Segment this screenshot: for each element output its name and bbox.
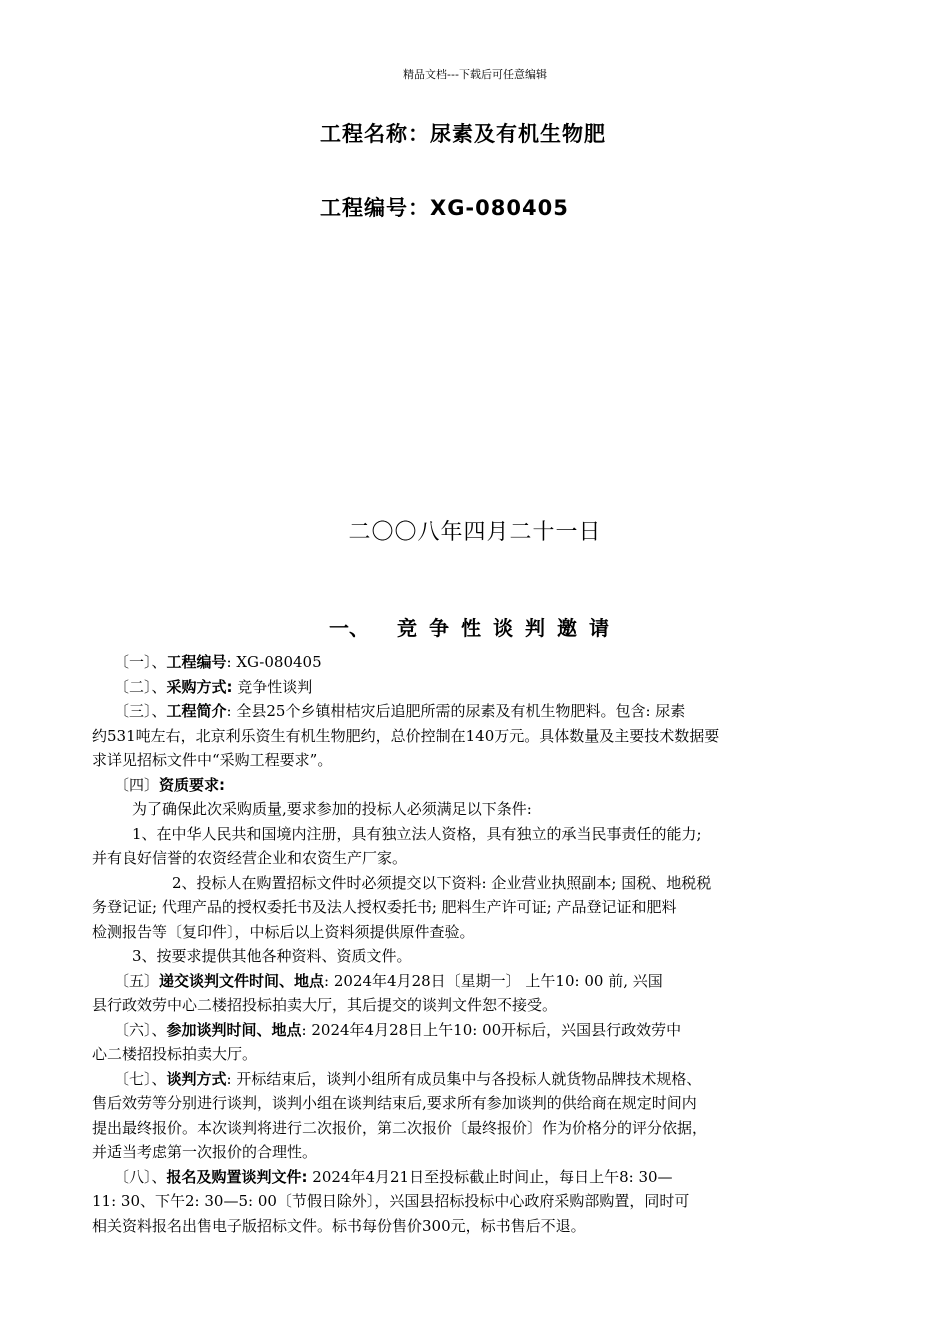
page-header-watermark: 精品文档---下载后可任意编辑 (403, 68, 547, 81)
project-name-line (320, 118, 606, 148)
item-label: 工程编号 (166, 653, 227, 671)
item-text: 2024年4月21日至投标截止时间止，每日上午8: 30— (307, 1167, 673, 1186)
condition-1: 1、在中华人民共和国境内注册，具有独立法人资格，具有独立的承当民事责任的能力; (132, 824, 702, 843)
item-label: 工程简介 (166, 702, 227, 720)
item-submission (92, 969, 872, 994)
item-prefix: 〔七〕、 (114, 1069, 167, 1088)
item-text-line: 并适当考虑第一次报价的合理性。 (92, 1143, 318, 1161)
item-prefix: 〔二〕、 (114, 677, 167, 696)
item-text-line: 售后效劳等分别进行谈判，谈判小组在谈判结束后,要求所有参加谈判的供给商在规定时间内 (92, 1094, 697, 1112)
item-label: 资质要求: (159, 775, 226, 794)
project-code-label: 工程编号： (320, 196, 430, 220)
condition-1-cont: 并有良好信誉的农资经营企业和农资生产厂家。 (92, 849, 408, 867)
item-project-code (92, 650, 872, 675)
item-text-line: 为了确保此次采购质量,要求参加的投标人必须满足以下条件: (132, 800, 532, 818)
item-text-line: 心二楼招投标拍卖大厅。 (92, 1045, 258, 1063)
item-text-line: 11: 30、下午2: 30—5: 00〔节假日除外〕，兴国县招标投标中心政府采购部购置，同时可 (92, 1192, 690, 1210)
item-text: 竞争性谈判 (232, 677, 313, 696)
item-label: 报名及购置谈判文件: (166, 1167, 308, 1186)
project-name-value: 尿素及有机生物肥 (430, 122, 606, 146)
item-label: 参加谈判时间、地点 (166, 1020, 302, 1039)
condition-3: 3、按要求提供其他各种资料、资质文件。 (132, 947, 412, 965)
item-prefix: 〔八〕、 (114, 1167, 167, 1186)
item-text: : 2024年4月28日上午10: 00开标后，兴国县行政效劳中 (301, 1020, 682, 1039)
item-negotiation-time (92, 1018, 872, 1043)
item-text: : 全县25个乡镇柑桔灾后追肥所需的尿素及有机生物肥料。包含: 尿素 (226, 702, 686, 720)
item-text-line: 相关资料报名出售电子版招标文件。标书每份售价300元，标书售后不退。 (92, 1216, 586, 1235)
document-body (92, 650, 872, 1238)
item-qualification (92, 773, 872, 798)
item-label: 采购方式: (166, 677, 233, 696)
item-label: 递交谈判文件时间、地点 (159, 971, 325, 990)
condition-2-cont: 务登记证; 代理产品的授权委托书及法人授权委托书; 肥料生产许可证; 产品登记证和肥料 (92, 898, 677, 916)
item-prefix: 〔五〕 (114, 971, 160, 990)
item-text-line: 约531吨左右，北京利乐资生有机生物肥约，总价控制在140万元。具体数量及主要技术数据要 (92, 726, 720, 745)
document-date: 二〇〇八年四月二十一日 (348, 520, 602, 545)
project-name-label: 工程名称： (320, 122, 430, 146)
item-procurement-method (92, 675, 872, 700)
item-prefix: 〔六〕、 (114, 1020, 167, 1039)
item-project-brief (92, 699, 872, 724)
item-prefix: 〔四〕 (114, 775, 160, 794)
item-negotiation-method (92, 1067, 872, 1092)
item-text-line: 县行政效劳中心二楼招投标拍卖大厅，其后提交的谈判文件恕不接受。 (92, 996, 558, 1014)
condition-2: 2、投标人在购置招标文件时必须提交以下资料: 企业营业执照副本; 国税、地税税 (172, 873, 712, 892)
condition-2-cont: 检测报告等〔复印件〕，中标后以上资料须提供原件查验。 (92, 922, 475, 941)
item-text: : XG-080405 (226, 653, 322, 671)
section-title: 竞争性谈判邀请 (397, 616, 621, 640)
item-label: 谈判方式 (166, 1069, 227, 1088)
project-code-value: XG-080405 (430, 196, 569, 220)
item-prefix: 〔一〕、 (114, 653, 167, 671)
item-prefix: 〔三〕、 (114, 702, 167, 720)
item-text: : 2024年4月28日〔星期一〕 上午10: 00 前, 兴国 (324, 971, 663, 990)
item-registration (92, 1165, 872, 1190)
section-number: 一、 (329, 616, 369, 640)
item-text-line: 求详见招标文件中“采购工程要求”。 (92, 751, 333, 769)
project-code-line (320, 192, 569, 222)
item-text: : 开标结束后，谈判小组所有成员集中与各投标人就货物品牌技术规格、 (226, 1069, 702, 1088)
section-heading (0, 612, 950, 641)
item-text-line: 提出最终报价。本次谈判将进行二次报价，第二次报价〔最终报价〕作为价格分的评分依据， (92, 1118, 708, 1137)
